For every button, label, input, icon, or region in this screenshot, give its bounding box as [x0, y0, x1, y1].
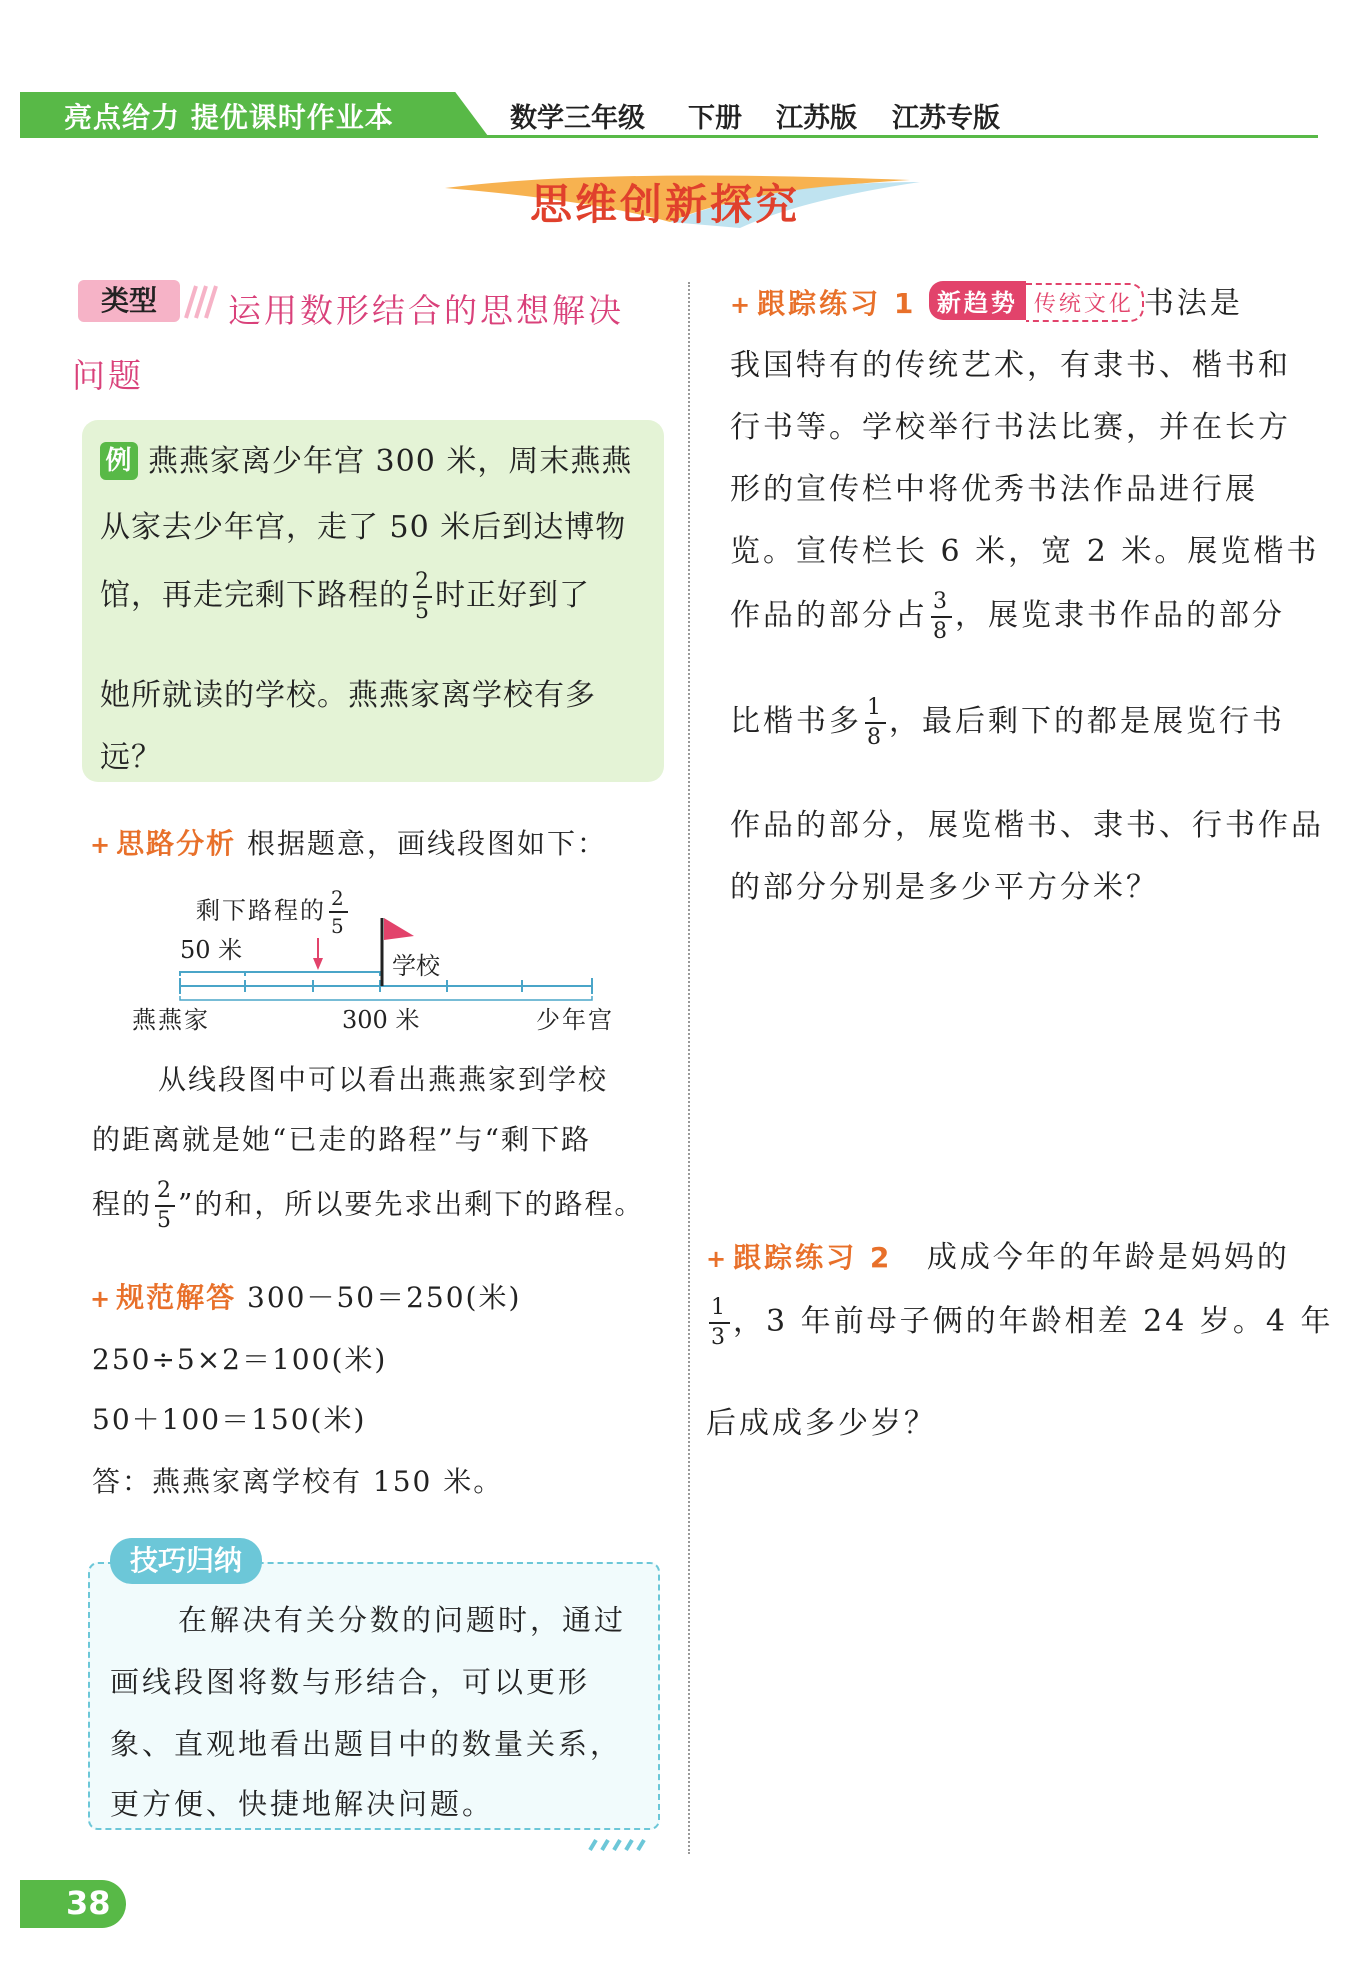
header-subject: 数学三年级	[510, 103, 645, 134]
fraction: $\frac{2}{5}$	[415, 569, 430, 624]
type-title-continued: 问题	[72, 356, 144, 395]
example-line-4: 她所就读的学校。燕燕家离学校有多	[100, 678, 596, 713]
total-label: 300 米	[342, 1006, 420, 1034]
plus-icon: +	[90, 1285, 113, 1313]
solution-heading: 规范解答	[116, 1281, 237, 1314]
fraction: $\frac{2}{5}$	[157, 1178, 174, 1233]
practice2-heading: 跟踪练习 2	[733, 1241, 893, 1274]
example-text: 馆，再走完剩下路程的	[100, 578, 410, 613]
brand-title: 亮点给力 提优课时作业本	[64, 101, 394, 134]
example-line-2: 从家去少年宫，走了 50 米后到达博物	[100, 510, 627, 545]
header-edition: 江苏版	[776, 103, 857, 134]
school-label: 学校	[392, 952, 440, 980]
fraction: $\frac{1}{8}$	[867, 695, 884, 750]
example-text: 燕燕家离少年宫 300 米，周末燕燕	[148, 444, 633, 479]
plus-icon: +	[730, 291, 754, 319]
analysis-heading: 思路分析	[116, 827, 237, 860]
plus-icon: +	[706, 1245, 730, 1273]
solution-step-3: 50＋100＝150(米)	[92, 1403, 367, 1436]
header-rule	[20, 135, 1318, 138]
solution-step-2: 250÷5×2＝100(米)	[92, 1343, 388, 1376]
walked-label: 50 米	[180, 936, 243, 964]
practice1-heading: 跟踪练习 1	[757, 287, 917, 320]
page-number: 38	[66, 1884, 111, 1922]
type-title: 运用数形结合的思想解决	[228, 291, 624, 330]
analysis-intro: 根据题意，画线段图如下：	[247, 827, 608, 860]
practice1-line-1	[730, 278, 1243, 322]
remaining-label: 剩下路程的 $\frac{2}{5}$	[196, 886, 346, 938]
culture-badge: 传统文化	[1026, 283, 1144, 322]
fraction: $\frac{1}{3}$	[711, 1295, 728, 1350]
example-line-3	[100, 570, 590, 623]
header-volume: 下册	[688, 103, 742, 134]
tips-line-2: 画线段图将数与形结合，可以更形	[110, 1665, 591, 1699]
solution-heading-line	[90, 1276, 521, 1316]
palace-label: 少年宫	[536, 1006, 614, 1034]
practice1-line-7: 比楷书多 $\frac{1}{8}$ ，最后剩下的都是展览行书	[730, 695, 1285, 750]
analysis-heading-line	[90, 822, 607, 862]
example-text: 时正好到了	[435, 578, 590, 613]
header-special: 江苏专版	[892, 103, 1000, 134]
solution-answer: 答：燕燕家离学校有 150 米。	[92, 1465, 504, 1498]
plus-icon: +	[90, 831, 113, 859]
practice1-line-8: 作品的部分，展览楷书、隶书、行书作品	[730, 808, 1324, 843]
tips-line-4: 更方便、快捷地解决问题。	[110, 1787, 495, 1821]
practice1-line-4: 形的宣传栏中将优秀书法作品进行展	[730, 472, 1258, 507]
example-line-5: 远？	[100, 740, 162, 775]
analysis-line-3: 程的 $\frac{2}{5}$ ”的和，所以要先求出剩下的路程。	[92, 1178, 645, 1233]
tips-badge: 技巧归纳	[110, 1538, 262, 1584]
practice1-line-2: 我国特有的传统艺术，有隶书、楷书和	[730, 348, 1291, 383]
line-segment-diagram	[130, 878, 620, 1038]
stripe-decoration	[182, 284, 222, 320]
example-line-1	[100, 436, 632, 480]
stripe-decoration	[586, 1838, 648, 1852]
type-badge: 类型	[78, 280, 180, 322]
tips-line-3: 象、直观地看出题目中的数量关系，	[110, 1727, 623, 1761]
practice1-line-5: 览。宣传栏长 6 米，宽 2 米。展览楷书	[730, 534, 1320, 569]
fraction: $\frac{3}{8}$	[933, 589, 950, 644]
practice2-line-1	[706, 1232, 1290, 1276]
trend-badge: 新趋势	[929, 281, 1026, 320]
practice1-line-9: 的部分分别是多少平方分米？	[730, 870, 1159, 905]
solution-step-1: 300－50＝250(米)	[247, 1281, 522, 1314]
home-label: 燕燕家	[132, 1006, 210, 1034]
column-divider	[688, 282, 690, 1854]
analysis-line-2: 的距离就是她“已走的路程”与“剩下路	[92, 1123, 591, 1156]
fraction: $\frac{2}{5}$	[331, 886, 346, 938]
practice1-text: 书法是	[1143, 286, 1243, 321]
practice2-text: 成成今年的年龄是妈妈的	[926, 1240, 1290, 1275]
analysis-line-1: 从线段图中可以看出燕燕家到学校	[158, 1063, 609, 1096]
practice1-line-3: 行书等。学校举行书法比赛，并在长方	[730, 410, 1291, 445]
practice2-line-3: 后成成多少岁？	[706, 1406, 937, 1441]
practice2-line-2: $\frac{1}{3}$ ，3 年前母子俩的年龄相差 24 岁。4 年	[711, 1295, 1334, 1350]
section-title: 思维创新探究	[530, 180, 801, 229]
example-badge: 例	[100, 442, 138, 480]
practice1-line-6: 作品的部分占 $\frac{3}{8}$ ，展览隶书作品的部分	[730, 589, 1285, 644]
tips-line-1: 在解决有关分数的问题时，通过	[178, 1603, 627, 1637]
